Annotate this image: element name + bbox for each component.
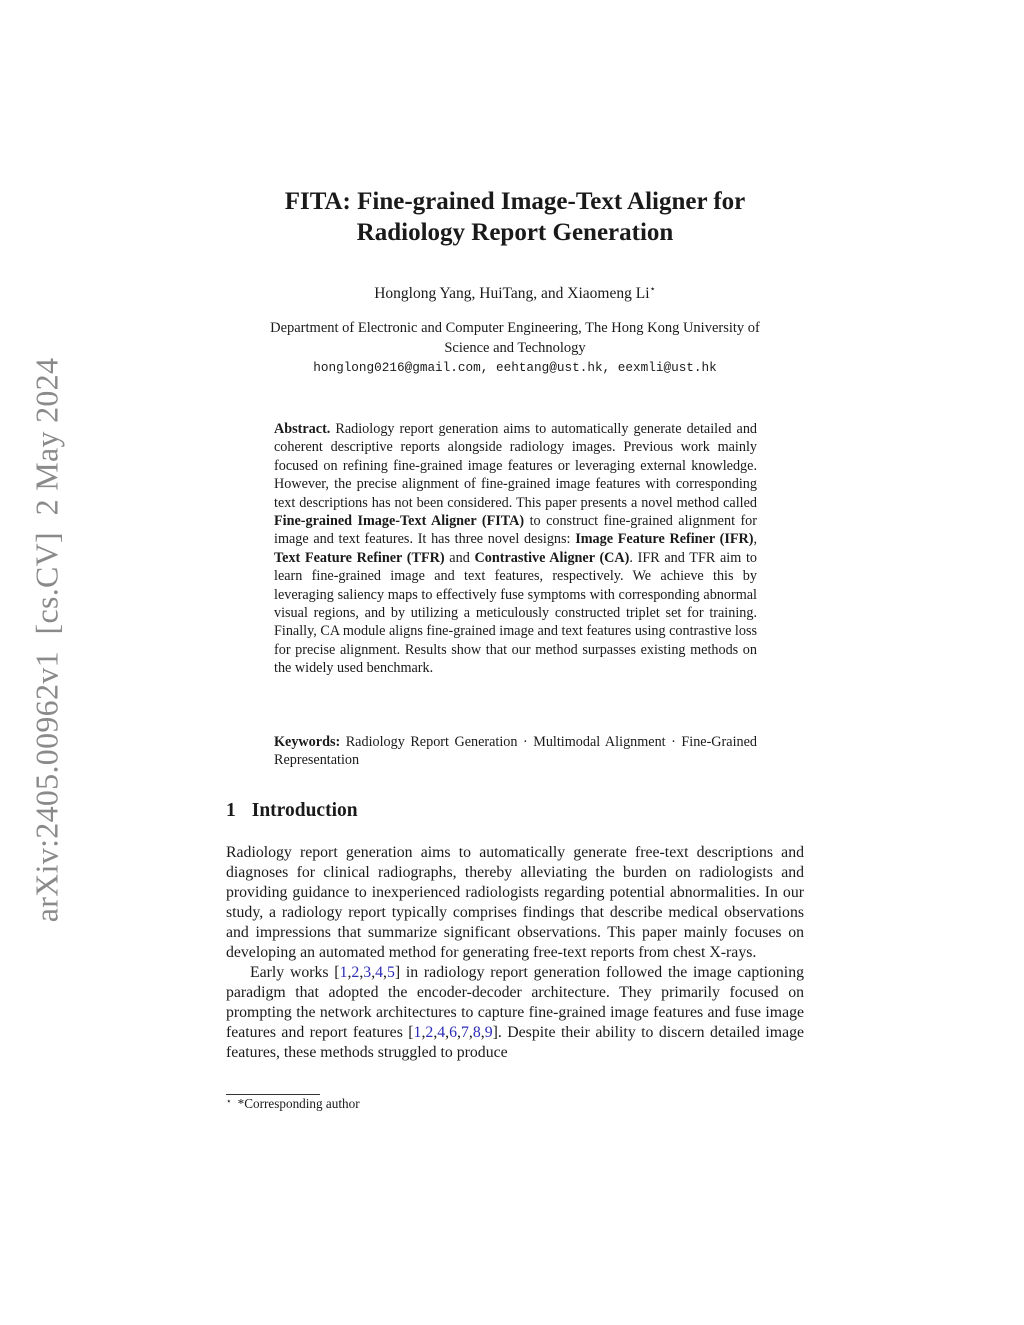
arxiv-date: 2 May 2024 — [28, 357, 65, 516]
citation-separator: , — [383, 964, 387, 981]
title-line-2: Radiology Report Generation — [356, 219, 674, 246]
arxiv-id: arXiv:2405.00962v1 — [28, 651, 65, 923]
citation-link[interactable]: 1 — [413, 1024, 422, 1041]
author-footnote-mark[interactable]: ⋆ — [649, 284, 656, 295]
section-number: 1 — [226, 800, 236, 821]
author-names: Honglong Yang, HuiTang, and Xiaomeng Li — [374, 285, 650, 303]
citation-link[interactable]: 4 — [437, 1024, 446, 1041]
affiliation-line-2: Science and Technology — [444, 340, 586, 356]
abstract — [274, 420, 757, 678]
citation-separator: , — [421, 1024, 426, 1041]
paper-title — [230, 186, 800, 248]
author-emails[interactable]: honglong0216@gmail.com, eehtang@ust.hk, eexmli@ust.hk — [313, 360, 717, 375]
footnote-rule — [226, 1094, 320, 1095]
footnote-mark: ⋆ — [226, 1096, 232, 1106]
section-title: Introduction — [251, 800, 358, 821]
citation-separator: , — [468, 1024, 473, 1041]
abstract-text-1: Radiology report generation aims to automatically generate detailed and coherent descriptive reports alongside radiology images. Previous work mainly focused on refining fine-grained image features or leveraging external knowledge. However, the precise alignment of fine-grained image features with corresponding text descriptions has not been considered. This paper presents a novel method called — [274, 421, 758, 511]
arxiv-identifier-stamp — [29, 358, 66, 923]
arxiv-category: [cs.CV] — [28, 531, 65, 635]
citation-separator: , — [445, 1024, 450, 1041]
keywords-text: Radiology Report Generation · Multimodal Alignment · Fine-Grained Representation — [274, 734, 757, 769]
citation-link[interactable]: 6 — [449, 1024, 458, 1041]
citation-group-2 — [414, 1024, 493, 1041]
citation-group-1 — [340, 964, 395, 981]
abstract-bold-tfr: Text Feature Refiner (TFR) — [274, 549, 445, 566]
citation-link[interactable]: 5 — [387, 964, 395, 981]
abstract-bold-ifr: Image Feature Refiner (IFR) — [575, 531, 754, 548]
citation-separator: , — [457, 1024, 461, 1041]
footnote-text: *Corresponding author — [237, 1096, 360, 1111]
footnote — [226, 1096, 360, 1112]
abstract-text-5: . IFR and TFR aim to learn fine-grained image and text features, respectively. We achieve this by leveraging saliency maps to effectively fuse symptoms with corresponding abnormal visual regions, and by utilizing a meticulously constructed triplet set for training. Finally, CA module aligns fine-grained image and text features using contrastive loss for precise alignment. Results show that our method surpasses existing methods on the widely used benchmark. — [274, 549, 757, 677]
affiliation — [220, 318, 810, 378]
citation-link[interactable]: 2 — [425, 1024, 434, 1041]
introduction-body — [226, 843, 804, 1063]
citation-link[interactable]: 7 — [460, 1024, 469, 1041]
citation-separator: , — [433, 1024, 438, 1041]
intro-para2-text-c: ]. Despite their ability to discern detailed image features, these methods struggled to produce — [226, 1024, 804, 1061]
citation-link[interactable]: 8 — [472, 1024, 481, 1041]
intro-para2-text-a: Early works [ — [250, 964, 340, 981]
intro-paragraph-1: Radiology report generation aims to automatically generate free-text descriptions and diagnoses for clinical radiographs, thereby alleviating the burden on radiologists and providing guidance to inexperienced radiologists regarding potential abnormalities. In our study, a radiology report typically comprises findings that describe medical observations and impressions that summarize significant observations. This paper mainly focuses on developing an automated method for generating free-text reports from chest X-rays. — [226, 844, 804, 961]
author-list — [230, 284, 800, 303]
affiliation-line-1: Department of Electronic and Computer Engineering, The Hong Kong University of — [270, 320, 760, 336]
abstract-text-2: to construct fine-grained alignment for image and text features. It has three novel designs: — [274, 513, 758, 548]
section-heading-introduction — [226, 800, 358, 822]
abstract-text-3: , — [753, 531, 758, 548]
abstract-text-4: and — [449, 549, 470, 566]
abstract-bold-fita: Fine-grained Image-Text Aligner (FITA) — [274, 513, 525, 530]
citation-separator: , — [371, 964, 376, 981]
citation-separator: , — [359, 964, 364, 981]
abstract-label: Abstract. — [274, 421, 331, 437]
citation-link[interactable]: 1 — [339, 964, 348, 981]
citation-link[interactable]: 2 — [351, 964, 360, 981]
intro-paragraph-2 — [226, 963, 804, 1063]
citation-link[interactable]: 4 — [375, 964, 384, 981]
citation-separator: , — [347, 964, 352, 981]
citation-link[interactable]: 9 — [484, 1024, 493, 1041]
citation-link[interactable]: 3 — [363, 964, 372, 981]
abstract-bold-ca: Contrastive Aligner (CA) — [474, 549, 630, 566]
citation-separator: , — [480, 1024, 485, 1041]
keywords — [274, 733, 757, 770]
title-line-1: FITA: Fine-grained Image-Text Aligner for — [284, 188, 746, 215]
intro-para2-text-b: ] in radiology report generation followed the image captioning paradigm that adopted the encoder-decoder architecture. They primarily focused on prompting the network architectures to capture fine-grained image features and fuse image features and report features [ — [226, 964, 804, 1041]
keywords-label: Keywords: — [274, 734, 341, 750]
